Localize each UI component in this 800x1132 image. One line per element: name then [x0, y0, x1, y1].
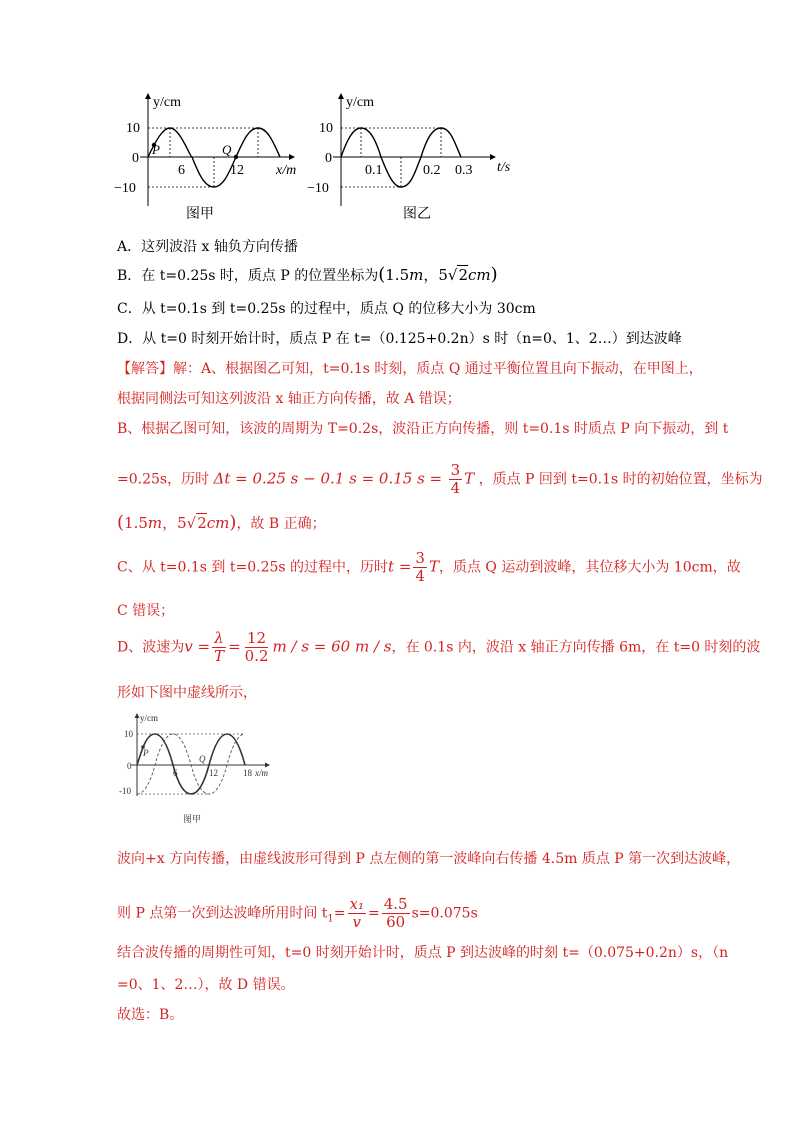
answer-d1	[117, 630, 760, 665]
paren: )	[490, 264, 498, 285]
tick-02: 0.2	[423, 163, 441, 178]
option-b	[117, 264, 498, 285]
period-symbol: T	[428, 557, 439, 576]
fraction	[449, 462, 463, 497]
fraction	[382, 896, 410, 931]
numerator: 3	[450, 461, 461, 479]
tick-m10: −10	[307, 181, 329, 196]
caption: 图乙	[403, 207, 431, 222]
tick-m10: -10	[119, 786, 131, 796]
answer-d4-post: s=0.075s	[411, 905, 478, 922]
tick-01: 0.1	[365, 163, 383, 178]
answer-c1-t: t =	[388, 557, 412, 576]
answer-a1-text: 解：A、根据图乙可知，t=0.1s 时刻，质点 Q 通过平衡位置且向下振动，在甲图上，	[173, 361, 703, 377]
point-q	[234, 155, 238, 159]
caption: 图甲	[183, 814, 202, 824]
denominator: 0.2	[244, 647, 269, 665]
answer-b2-post: ，质点 P 回到 t=0.1s 时的初始位置，坐标为	[478, 471, 763, 488]
answer-d1-units: m / s = 60 m / s	[272, 637, 392, 656]
tick-12: 12	[209, 768, 218, 778]
paren: (	[378, 264, 386, 285]
numerator: λ	[214, 629, 224, 647]
coord-x: 1.5	[385, 266, 410, 284]
tick-6: 6	[178, 163, 185, 178]
y-label: y/cm	[346, 95, 374, 110]
denominator: T	[214, 647, 225, 665]
answer-d4	[117, 896, 478, 931]
x-label: x/m	[255, 768, 268, 778]
label-q: Q	[222, 142, 232, 157]
equals: =	[333, 905, 346, 922]
answer-c1-post: ，质点 Q 运动到波峰，其位移大小为 10cm，故	[438, 559, 741, 576]
label-p: P	[152, 142, 160, 157]
label-p: P	[143, 748, 149, 758]
answer-d4-pre: 则 P 点第一次到达波峰所用时间 t	[117, 905, 328, 922]
answer-d1-pre: D、波速为	[117, 639, 185, 656]
tick-12: 12	[230, 163, 244, 178]
subscript: 1	[327, 913, 334, 925]
coord-sep: ，5	[162, 514, 187, 532]
paren: )	[229, 512, 237, 533]
sqrt-arg: 2	[458, 266, 469, 284]
answer-d3: 波向+x 方向传播，由虚线波形可得到 P 点左侧的第一波峰向右传播 4.5m 质点 P 第一次到达波峰，	[117, 851, 741, 867]
answer-b3-post: ，故 B 正确；	[236, 516, 326, 532]
option-a: A．这列波沿 x 轴负方向传播	[117, 239, 298, 255]
answer-d6: =0、1、2…），故 D 错误。	[117, 977, 295, 993]
x-label: x/m	[276, 163, 297, 178]
coord-cm: cm	[468, 266, 491, 284]
tick-0: 0	[325, 151, 332, 166]
numerator: x₁	[349, 895, 364, 913]
dashed-wave	[137, 734, 245, 794]
answer-a2: 根据同侧法可知这列波沿 x 轴正方向传播，故 A 错误；	[117, 391, 461, 407]
caption: 图甲	[186, 207, 214, 222]
equals: =	[368, 905, 380, 922]
coord-m: m	[147, 514, 163, 532]
figure-jia	[110, 88, 310, 223]
sqrt-sign: √	[447, 266, 458, 284]
answer-b3	[117, 512, 326, 533]
tick-m10: −10	[114, 181, 136, 196]
tick-10: 10	[126, 121, 140, 136]
answer-b2-pre: =0.25s，历时	[117, 471, 210, 488]
tick-6: 6	[173, 768, 178, 778]
option-c: C．从 t=0.1s 到 t=0.25s 的过程中，质点 Q 的位移大小为 30cm	[117, 301, 536, 317]
answer-a1	[117, 358, 703, 378]
numerator: 12	[247, 629, 267, 647]
sqrt-sign: √	[186, 514, 197, 532]
answer-c1	[117, 550, 741, 585]
equals: =	[228, 637, 241, 656]
figure-yi	[305, 88, 525, 223]
coord-sep: ，5	[423, 266, 448, 284]
period-symbol: T	[464, 469, 475, 488]
tick-10: 10	[124, 729, 133, 739]
label-q: Q	[199, 754, 206, 764]
tick-10: 10	[319, 121, 333, 136]
fraction	[348, 896, 366, 931]
fraction	[413, 550, 427, 585]
denominator: 4	[450, 479, 461, 497]
y-label: y/cm	[140, 713, 158, 723]
answer-c2: C 错误；	[117, 603, 175, 619]
x-label: t/s	[497, 160, 511, 175]
answer-d5: 结合波传播的周期性可知，t=0 时刻开始计时，质点 P 到达波峰的时刻 t=（0.075+0.2n）s，（n	[117, 945, 729, 961]
option-b-text: B．在 t=0.25s 时，质点 P 的位置坐标为	[117, 268, 379, 284]
tick-18: 18	[243, 768, 252, 778]
denominator: v	[352, 913, 361, 931]
answer-b2-math: Δt = 0.25 s − 0.1 s = 0.15 s =	[213, 469, 443, 488]
y-label: y/cm	[153, 95, 181, 110]
coord-m: m	[409, 266, 424, 284]
answer-final: 故选：B。	[117, 1007, 184, 1023]
tick-03: 0.3	[455, 163, 473, 178]
figure-small	[115, 710, 275, 828]
answer-d1-v: v =	[184, 637, 211, 656]
answer-tag: 【解答】	[117, 361, 173, 377]
coord-x: 1.5	[124, 514, 148, 532]
numerator: 3	[415, 549, 425, 567]
fraction	[212, 630, 226, 665]
fraction	[243, 630, 271, 665]
numerator: 4.5	[383, 895, 408, 913]
answer-c1-pre: C、从 t=0.1s 到 t=0.25s 的过程中，历时	[117, 559, 389, 576]
answer-d1-post: ，在 0.1s 内，波沿 x 轴正方向传播 6m，在 t=0 时刻的波	[391, 639, 761, 656]
answer-d2: 形如下图中虚线所示，	[117, 685, 257, 701]
coord-cm: cm	[206, 514, 230, 532]
tick-0: 0	[132, 151, 139, 166]
answer-b2	[117, 462, 763, 497]
denominator: 60	[386, 913, 406, 931]
option-d: D．从 t=0 时刻开始计时，质点 P 在 t=（0.125+0.2n）s 时（n=0、1、2…）到达波峰	[117, 331, 682, 347]
denominator: 4	[415, 567, 425, 585]
paren: (	[117, 512, 125, 533]
tick-0: 0	[127, 761, 132, 771]
sqrt-arg: 2	[197, 514, 207, 532]
solid-wave	[137, 734, 245, 794]
answer-b1: B、根据乙图可知，该波的周期为 T=0.2s，波沿正方向传播，则 t=0.1s 时质点 P 向下振动，到 t	[117, 421, 729, 437]
